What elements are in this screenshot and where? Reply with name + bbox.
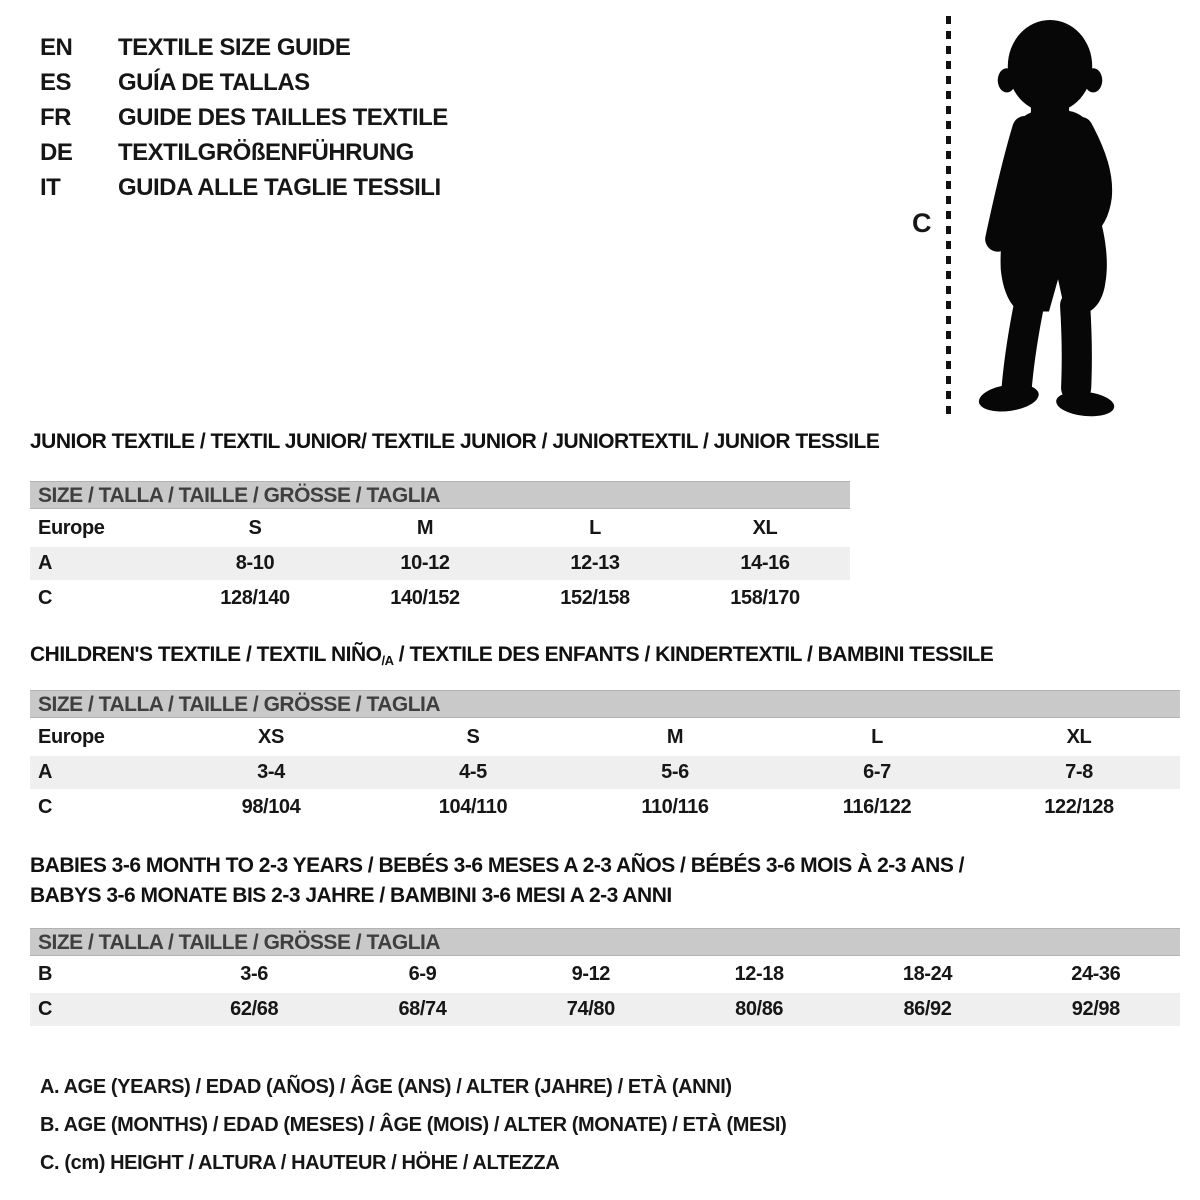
lang-code: EN [40,33,73,61]
height-measure-dashed-line [946,16,951,416]
measurement-legend [40,1068,786,1182]
table-cell: M [666,726,684,748]
row-label: A [38,552,53,574]
lang-row-fr [40,100,448,135]
lang-title: GUÍA DE TALLAS [118,68,310,96]
table-cell: 74/80 [566,998,615,1020]
lang-code: DE [40,138,73,166]
table-row-a [30,756,1180,789]
table-cell: 86/92 [903,998,952,1020]
row-label: C [38,796,53,818]
table-cell: S [466,726,480,748]
children-heading-prefix: CHILDREN'S TEXTILE / TEXTIL NIÑO [30,643,382,666]
table-cell: 128/140 [220,587,290,609]
language-title-list [40,30,448,205]
table-cell: L [589,517,601,539]
children-section-heading [30,643,993,668]
lang-row-es [40,65,448,100]
table-cell: 12-13 [570,552,620,574]
table-cell: 122/128 [1044,796,1114,818]
babies-heading-line1: BABIES 3-6 MONTH TO 2-3 YEARS / BEBÉS 3-6 MESES A 2-3 AÑOS / BÉBÉS 3-6 MOIS À 2-3 ANS / [30,854,965,877]
table-cell: 4-5 [459,761,487,783]
table-cell: 14-16 [740,552,790,574]
table-cell: 7-8 [1065,761,1093,783]
lang-row-de [40,135,448,170]
table-cell: 116/122 [842,796,912,818]
table-cell: 9-12 [571,963,611,985]
children-heading-suffix: / TEXTILE DES ENFANTS / KINDERTEXTIL / BAMBINI TESSILE [393,643,994,666]
table-row-europe [30,721,1180,754]
row-label: C [38,998,53,1020]
table-cell: M [416,517,434,539]
lang-title: TEXTILE SIZE GUIDE [118,33,351,61]
legend-line-b: B. AGE (MONTHS) / EDAD (MESES) / ÂGE (MOIS) / ALTER (MONATE) / ETÀ (MESI) [40,1114,787,1136]
table-cell: 158/170 [730,587,800,609]
children-heading-subscript: /A [381,653,394,668]
table-cell: 8-10 [235,552,275,574]
table-cell: 140/152 [390,587,460,609]
table-row-c [30,791,1180,824]
table-cell: XL [752,517,778,539]
table-cell: 92/98 [1071,998,1120,1020]
table-row-b [30,958,1180,991]
children-size-header-bar: SIZE / TALLA / TAILLE / GRÖSSE / TAGLIA [30,690,1180,718]
table-cell: XS [258,726,284,748]
row-label: Europe [38,517,105,539]
table-cell: 24-36 [1071,963,1121,985]
lang-title: TEXTILGRÖßENFÜHRUNG [118,138,414,166]
row-label: A [38,761,53,783]
row-label: C [38,587,53,609]
lang-row-en [40,30,448,65]
table-cell: 5-6 [661,761,689,783]
row-label: B [38,963,53,985]
junior-size-table [30,512,850,617]
table-cell: 104/110 [438,796,508,818]
table-cell: 12-18 [734,963,784,985]
row-label: Europe [38,726,105,748]
children-size-table [30,721,1180,826]
height-measure-label: C [912,208,931,238]
babies-size-table [30,958,1180,1028]
table-cell: 98/104 [241,796,301,818]
toddler-silhouette-icon [964,16,1136,418]
table-cell: 152/158 [560,587,630,609]
table-cell: 6-9 [408,963,437,985]
junior-section-heading: JUNIOR TEXTILE / TEXTIL JUNIOR/ TEXTILE JUNIOR / JUNIORTEXTIL / JUNIOR TESSILE [30,430,880,453]
lang-code: IT [40,173,61,201]
table-cell: 62/68 [230,998,279,1020]
table-row-a [30,547,850,580]
table-cell: 3-4 [257,761,285,783]
table-cell: 80/86 [735,998,784,1020]
table-cell: S [248,517,262,539]
table-cell: 6-7 [863,761,891,783]
table-cell: 68/74 [398,998,447,1020]
legend-line-a: A. AGE (YEARS) / EDAD (AÑOS) / ÂGE (ANS) / ALTER (JAHRE) / ETÀ (ANNI) [40,1076,732,1098]
lang-title: GUIDA ALLE TAGLIE TESSILI [118,173,441,201]
babies-section-heading [30,851,1180,911]
table-row-c [30,993,1180,1026]
table-cell: 110/116 [641,796,709,818]
babies-heading-line2: BABYS 3-6 MONATE BIS 2-3 JAHRE / BAMBINI 3-6 MESI A 2-3 ANNI [30,884,672,907]
lang-row-it [40,170,448,205]
table-row-europe [30,512,850,545]
lang-code: FR [40,103,71,131]
table-cell: L [871,726,883,748]
table-cell: XL [1066,726,1092,748]
table-cell: 3-6 [240,963,269,985]
table-cell: 10-12 [400,552,450,574]
table-cell: 18-24 [902,963,953,985]
table-row-c [30,582,850,615]
lang-title: GUIDE DES TAILLES TEXTILE [118,103,448,131]
babies-size-header-bar: SIZE / TALLA / TAILLE / GRÖSSE / TAGLIA [30,928,1180,956]
legend-line-c: C. (cm) HEIGHT / ALTURA / HAUTEUR / HÖHE / ALTEZZA [40,1152,560,1174]
junior-size-header-bar: SIZE / TALLA / TAILLE / GRÖSSE / TAGLIA [30,481,850,509]
lang-code: ES [40,68,72,96]
